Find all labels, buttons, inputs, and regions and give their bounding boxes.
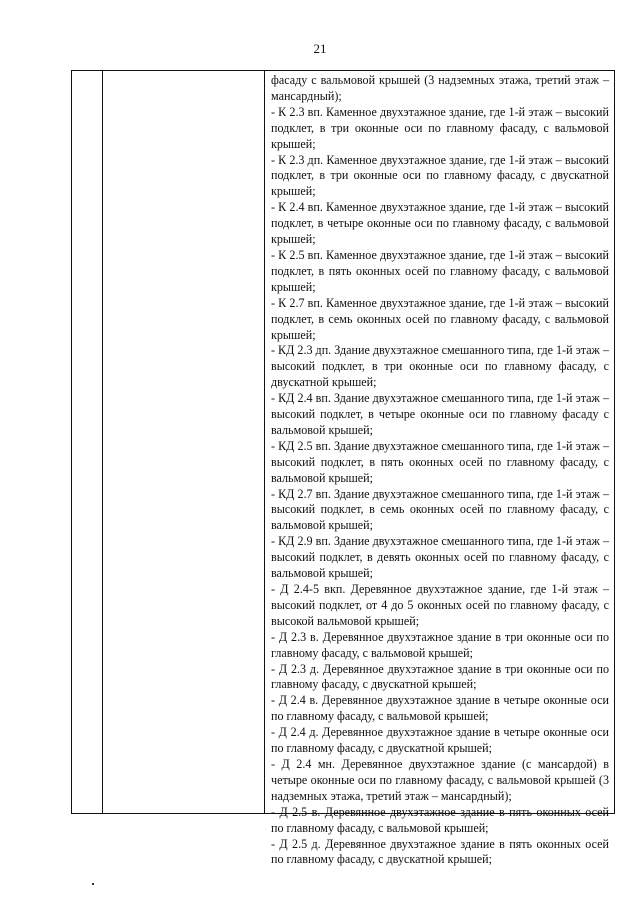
list-item: - КД 2.7 вп. Здание двухэтажное смешанного типа, где 1-й этаж – высокий подклет, в семь оконных осей по главному фасаду, с вальмовой крышей; xyxy=(271,486,609,533)
list-item: - КД 2.5 вп. Здание двухэтажное смешанного типа, где 1-й этаж – высокий подклет, в пять оконных осей по главному фасаду, с вальмовой крышей; xyxy=(271,438,609,485)
list-item: - К 2.3 вп. Каменное двухэтажное здание, где 1-й этаж – высокий подклет, в три оконные оси по главному фасаду, с вальмовой крышей; xyxy=(271,104,609,151)
list-item: - КД 2.3 дп. Здание двухэтажное смешанного типа, где 1-й этаж – высокий подклет, в три оконные оси по главному фасаду, с двускатной крышей; xyxy=(271,343,609,390)
list-item: - Д 2.3 д. Деревянное двухэтажное здание в три оконные оси по главному фасаду, с двускатной крышей; xyxy=(271,661,609,692)
document-table xyxy=(71,70,615,867)
list-item: - Д 2.4 д. Деревянное двухэтажное здание в четыре оконные оси по главному фасаду, с двускатной крышей; xyxy=(271,725,609,756)
building-types-cell xyxy=(271,73,609,868)
scan-speck xyxy=(92,883,94,885)
column-divider xyxy=(264,71,265,813)
list-item: - К 2.7 вп. Каменное двухэтажное здание, где 1-й этаж – высокий подклет, в семь оконных осей по главному фасаду, с вальмовой крышей; xyxy=(271,295,609,342)
list-item: - Д 2.4-5 вкп. Деревянное двухэтажное здание, где 1-й этаж – высокий подклет, от 4 до 5 оконных осей по главному фасаду, с высокой вальмовой крышей; xyxy=(271,582,609,628)
column-divider xyxy=(102,71,103,813)
list-item: - К 2.3 дп. Каменное двухэтажное здание, где 1-й этаж – высокий подклет, в три оконные оси по главному фасаду, с двускатной крышей; xyxy=(271,152,609,199)
list-item: - К 2.5 вп. Каменное двухэтажное здание, где 1-й этаж – высокий подклет, в пять оконных осей по главному фасаду, с вальмовой крышей; xyxy=(271,247,609,294)
page-number: 21 xyxy=(313,41,327,56)
list-item: - Д 2.4 мн. Деревянное двухэтажное здание (с мансардой) в четыре оконные оси по главному фасаду, с вальмовой крышей (3 надземных этажа, третий этаж – мансардный); xyxy=(271,756,609,803)
list-item: - Д 2.4 в. Деревянное двухэтажное здание в четыре оконные оси по главному фасаду, с вальмовой крышей; xyxy=(271,693,609,724)
list-item: - Д 2.5 в. Деревянное двухэтажное здание в пять оконных осей по главному фасаду, с вальмовой крышей; xyxy=(271,804,609,835)
list-item: - КД 2.4 вп. Здание двухэтажное смешанного типа, где 1-й этаж – высокий подклет, в четыре оконные оси по главному фасаду с вальмовой крышей; xyxy=(271,391,609,437)
list-item: фасаду с вальмовой крышей (3 надземных этажа, третий этаж – мансардный); xyxy=(271,73,609,103)
list-item: - Д 2.5 д. Деревянное двухэтажное здание в пять оконных осей по главному фасаду, с двускатной крышей; xyxy=(271,836,609,867)
list-item: - К 2.4 вп. Каменное двухэтажное здание, где 1-й этаж – высокий подклет, в четыре оконные оси по главному фасаду, с вальмовой крышей; xyxy=(271,200,609,247)
list-item: - КД 2.9 вп. Здание двухэтажное смешанного типа, где 1-й этаж – высокий подклет, в девять оконных осей по главному фасаду, с вальмовой крышей; xyxy=(271,534,609,581)
list-item: - Д 2.3 в. Деревянное двухэтажное здание в три оконные оси по главному фасаду, с вальмовой крышей; xyxy=(271,629,609,660)
